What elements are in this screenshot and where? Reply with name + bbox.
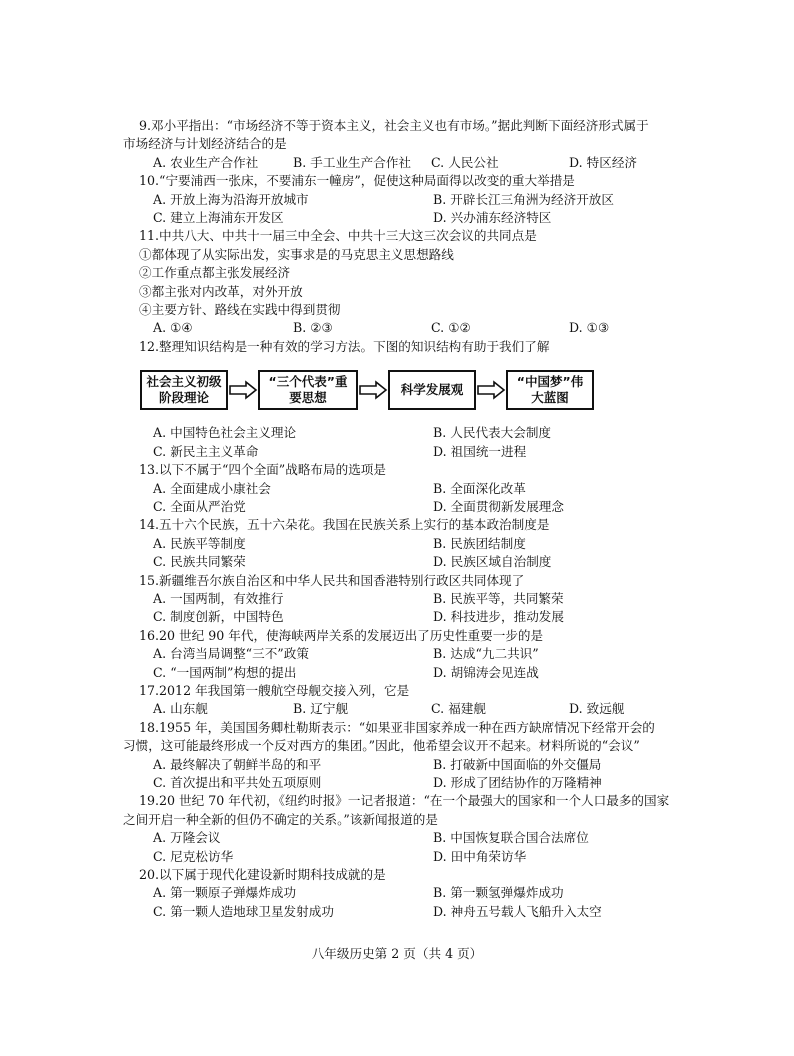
option-d: D. 田中角荣访华 bbox=[433, 848, 527, 864]
question-stem: 18.1955 年，美国国务卿杜勒斯表示：“如果亚非国家养成一种在西方缺席情况下经常开会的 bbox=[139, 719, 655, 735]
option-b: B. 开辟长江三角洲为经济开放区 bbox=[433, 191, 614, 207]
option-b: B. 中国恢复联合国合法席位 bbox=[433, 830, 589, 846]
question-stem: 19.20 世纪 70 年代初，《纽约时报》一记者报道：“在一个最强大的国家和一个人口最多的国家 bbox=[139, 793, 670, 809]
options-row bbox=[123, 700, 683, 718]
option-d: D. 神舟五号载人飞船升入太空 bbox=[433, 903, 602, 919]
options-row bbox=[123, 645, 683, 663]
question-stem: 15.新疆维吾尔族自治区和中华人民共和国香港特别行政区共同体现了 bbox=[139, 572, 525, 588]
option-a: A. 农业生产合作社 bbox=[153, 154, 259, 170]
option-d: D. 民族区域自治制度 bbox=[433, 554, 552, 570]
option-b: B. 打破新中国面临的外交僵局 bbox=[433, 756, 602, 772]
diagram-box-china-dream: “中国梦”伟大蓝图 bbox=[506, 370, 594, 410]
option-d: D. ①③ bbox=[569, 320, 610, 336]
option-c: C. 新民主主义革命 bbox=[153, 443, 259, 459]
option-c: C. “一国两制”构想的提出 bbox=[153, 664, 297, 680]
option-b: B. 辽宁舰 bbox=[293, 701, 349, 717]
options-row bbox=[123, 608, 683, 626]
option-a: A. ①④ bbox=[153, 320, 193, 336]
option-a: A. 第一颗原子弹爆炸成功 bbox=[153, 885, 297, 901]
options-row bbox=[123, 756, 683, 774]
options-row bbox=[123, 590, 683, 608]
options-row bbox=[123, 443, 683, 461]
options-row bbox=[123, 535, 683, 553]
statement: ④主要方针、路线在实践中得到贯彻 bbox=[139, 302, 341, 318]
option-b: B. ②③ bbox=[293, 320, 333, 336]
question-stem: 13.以下不属于“四个全面”战略布局的选项是 bbox=[139, 462, 386, 478]
option-a: A. 万隆会议 bbox=[153, 830, 221, 846]
diagram-box-scientific-development: 科学发展观 bbox=[388, 370, 476, 410]
option-c: C. 民族共同繁荣 bbox=[153, 554, 246, 570]
question-stem: 14.五十六个民族，五十六朵花。我国在民族关系上实行的基本政治制度是 bbox=[139, 517, 550, 533]
options-row bbox=[123, 191, 683, 209]
options-row bbox=[123, 480, 683, 498]
arrow-right-icon bbox=[476, 380, 506, 400]
options-row bbox=[123, 774, 683, 792]
option-b: B. 民族团结制度 bbox=[433, 535, 526, 551]
option-c: C. ①② bbox=[431, 320, 471, 336]
options-row bbox=[123, 664, 683, 682]
option-b: B. 全面深化改革 bbox=[433, 480, 526, 496]
option-b: B. 第一颗氢弹爆炸成功 bbox=[433, 885, 564, 901]
statement: ①都体现了从实际出发，实事求是的马克思主义思想路线 bbox=[139, 246, 454, 262]
options-row bbox=[123, 848, 683, 866]
question-stem: 11.中共八大、中共十一届三中全会、中共十三大这三次会议的共同点是 bbox=[139, 228, 537, 244]
option-a: A. 山东舰 bbox=[153, 701, 208, 717]
option-d: D. 胡锦涛会见连战 bbox=[433, 664, 539, 680]
option-c: C. 尼克松访华 bbox=[153, 848, 234, 864]
options-row bbox=[123, 553, 683, 571]
option-b: B. 民族平等，共同繁荣 bbox=[433, 590, 564, 606]
option-c: C. 首次提出和平共处五项原则 bbox=[153, 775, 322, 790]
options-row bbox=[123, 209, 683, 227]
option-c: C. 人民公社 bbox=[431, 154, 499, 170]
option-d: D. 兴办浦东经济特区 bbox=[433, 210, 552, 226]
option-c: C. 建立上海浦东开发区 bbox=[153, 210, 284, 226]
option-c: C. 制度创新，中国特色 bbox=[153, 609, 284, 625]
statement: ②工作重点都主张发展经济 bbox=[139, 265, 291, 281]
question-stem: 12.整理知识结构是一种有效的学习方法。下图的知识结构有助于我们了解 bbox=[139, 338, 550, 354]
options-row bbox=[123, 319, 683, 337]
option-c: C. 全面从严治党 bbox=[153, 498, 246, 514]
question-list bbox=[123, 117, 683, 921]
arrow-right-icon bbox=[228, 380, 258, 400]
question-stem: 10.“宁要浦西一张床，不要浦东一幢房”，促使这种局面得以改变的重大举措是 bbox=[139, 173, 575, 189]
option-d: D. 特区经济 bbox=[569, 154, 638, 170]
option-c: C. 第一颗人造地球卫星发射成功 bbox=[153, 903, 334, 919]
options-row bbox=[123, 498, 683, 516]
option-a: A. 全面建成小康社会 bbox=[153, 480, 271, 496]
question-stem: 16.20 世纪 90 年代，使海峡两岸关系的发展迈出了历史性重要一步的是 bbox=[139, 627, 544, 643]
question-stem-continued: 习惯，这可能最终形成一个反对西方的集团。”因此，他希望会议开不起来。材料所说的“会议” bbox=[123, 738, 640, 754]
question-stem: 9.邓小平指出：“市场经济不等于资本主义，社会主义也有市场。”据此判断下面经济形式属于 bbox=[139, 118, 649, 133]
option-c: C. 福建舰 bbox=[431, 701, 486, 717]
question-stem-continued: 市场经济与计划经济结合的是 bbox=[123, 136, 287, 152]
option-d: D. 形成了团结协作的万隆精神 bbox=[433, 775, 602, 790]
option-a: A. 中国特色社会主义理论 bbox=[153, 425, 297, 441]
options-row bbox=[123, 424, 683, 442]
question-stem: 20.以下属于现代化建设新时期科技成就的是 bbox=[139, 867, 386, 883]
option-a: A. 开放上海为沿海开放城市 bbox=[153, 191, 309, 207]
knowledge-structure-diagram bbox=[140, 366, 683, 414]
diagram-box-three-represents: “三个代表”重要思想 bbox=[258, 370, 358, 410]
option-a: A. 台湾当局调整“三不”政策 bbox=[153, 646, 309, 662]
statement: ③都主张对内改革，对外开放 bbox=[139, 283, 303, 299]
question-stem-continued: 之间开启一种全新的但仍不确定的关系。”该新闻报道的是 bbox=[123, 811, 438, 827]
option-b: B. 手工业生产合作社 bbox=[293, 154, 412, 170]
option-a: A. 一国两制，有效推行 bbox=[153, 590, 284, 606]
options-row bbox=[123, 903, 683, 921]
option-b: B. 达成“九二共识” bbox=[433, 646, 539, 662]
option-d: D. 全面贯彻新发展理念 bbox=[433, 498, 564, 514]
option-d: D. 致远舰 bbox=[569, 701, 625, 717]
page-footer: 八年级历史第 2 页（共 4 页） bbox=[311, 946, 483, 961]
arrow-right-icon bbox=[358, 380, 388, 400]
option-a: A. 最终解决了朝鲜半岛的和平 bbox=[153, 756, 322, 772]
option-a: A. 民族平等制度 bbox=[153, 535, 246, 551]
option-d: D. 祖国统一进程 bbox=[433, 443, 527, 459]
options-row bbox=[123, 829, 683, 847]
question-stem: 17.2012 年我国第一艘航空母舰交接入列，它是 bbox=[139, 682, 410, 698]
option-d: D. 科技进步，推动发展 bbox=[433, 609, 564, 625]
option-b: B. 人民代表大会制度 bbox=[433, 425, 552, 441]
diagram-box-theory: 社会主义初级阶段理论 bbox=[140, 370, 228, 410]
options-row bbox=[123, 884, 683, 902]
options-row bbox=[123, 154, 683, 172]
